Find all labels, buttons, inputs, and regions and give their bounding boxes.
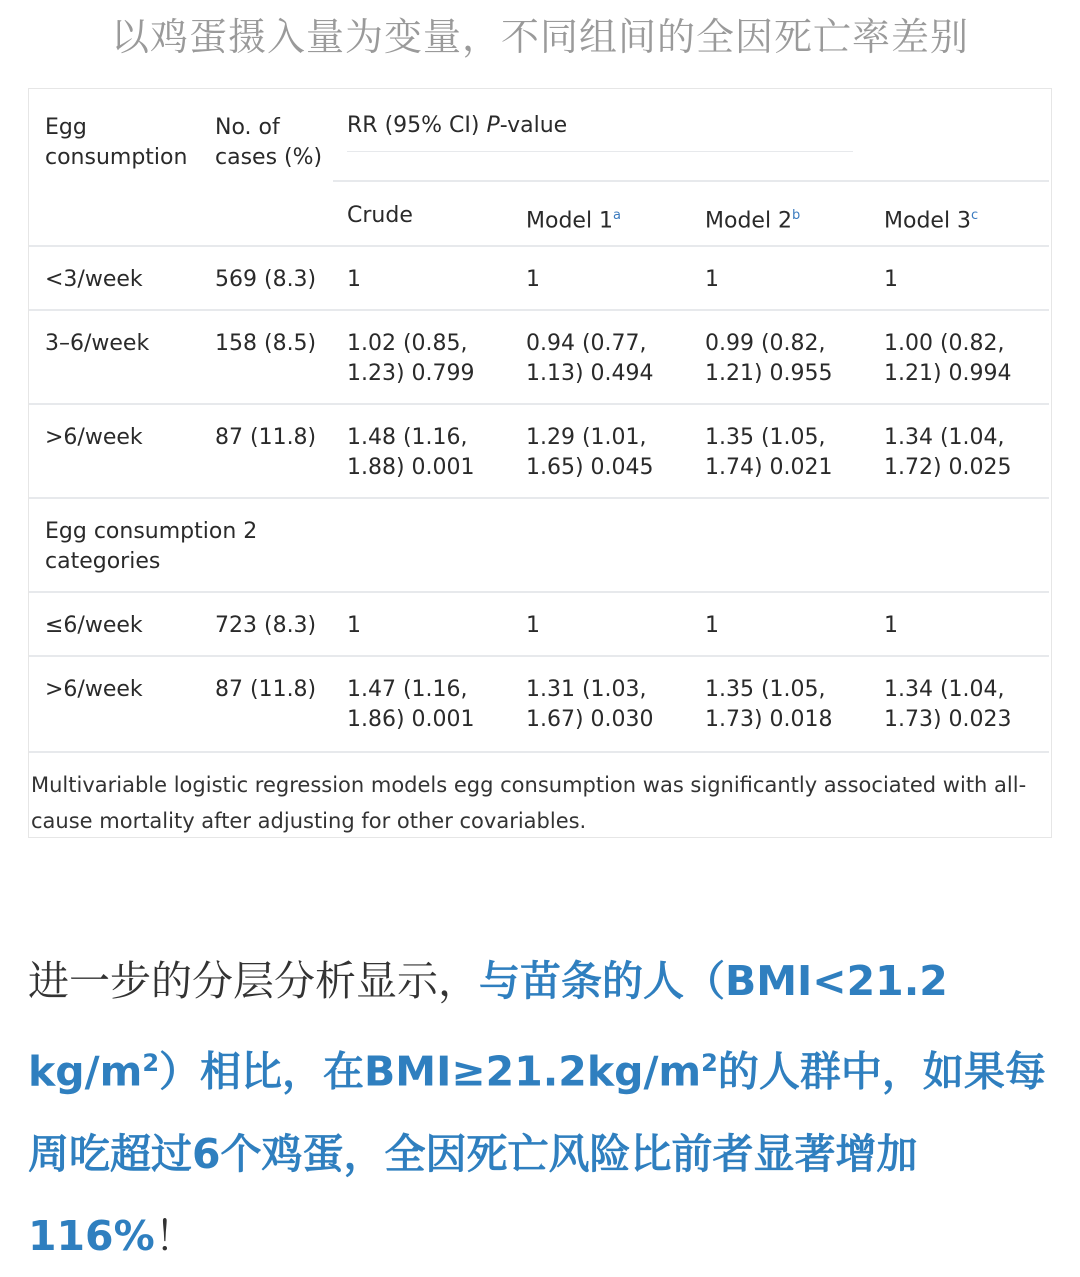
paragraph-highlight-1: 与苗条的人（BMI<21.2 kg/m: [28, 957, 948, 1096]
row2-m2: 0.99 (0.82, 1.21) 0.955: [705, 331, 833, 386]
footnote-c-link[interactable]: c: [971, 208, 979, 223]
body-paragraph: [28, 940, 1058, 1277]
paragraph-intro: 进一步的分层分析显示，: [28, 957, 479, 1005]
header-model1: Model 1$^a$: [526, 208, 622, 234]
row5-cases: 87 (11.8): [215, 677, 317, 702]
row1-label: <3/week: [45, 267, 143, 292]
row-divider: [29, 497, 1049, 499]
row-divider: [29, 245, 1049, 247]
header-rr-group: RR (95% CI) P-value: [347, 113, 568, 138]
row1-m3: 1: [884, 267, 898, 292]
header-egg-consumption: Egg consumption: [45, 115, 188, 170]
paragraph-end: ！: [154, 1211, 196, 1260]
row4-crude: 1: [347, 613, 361, 638]
row2-m3: 1.00 (0.82, 1.21) 0.994: [884, 331, 1012, 386]
footnote-b-link[interactable]: b: [792, 208, 801, 223]
header-cases: No. of cases (%): [215, 115, 323, 170]
paragraph-sup-2: 2: [701, 1049, 718, 1077]
row1-crude: 1: [347, 267, 361, 292]
paragraph-sup-1: 2: [142, 1049, 160, 1077]
image-caption: 以鸡蛋摄入量为变量，不同组间的全因死亡率差别: [110, 15, 969, 59]
row3-m3: 1.34 (1.04, 1.72) 0.025: [884, 425, 1012, 480]
row4-m1: 1: [526, 613, 540, 638]
row4-m3: 1: [884, 613, 898, 638]
row4-label: ≤6/week: [45, 613, 143, 638]
row-divider: [29, 751, 1049, 753]
section-label: Egg consumption 2 categories: [45, 519, 258, 574]
row4-m2: 1: [705, 613, 719, 638]
row-divider: [29, 309, 1049, 311]
row4-cases: 723 (8.3): [215, 613, 317, 638]
results-table: [28, 88, 1052, 838]
paragraph-highlight-mid: ）相比，在BMI≥21.2kg/m: [159, 1047, 702, 1096]
row2-crude: 1.02 (0.85, 1.23) 0.799: [347, 331, 475, 386]
header-model3: Model 3$^c$: [884, 208, 979, 234]
row5-label: >6/week: [45, 677, 143, 702]
row1-m2: 1: [705, 267, 719, 292]
header-crude: Crude: [347, 203, 413, 228]
row5-crude: 1.47 (1.16, 1.86) 0.001: [347, 677, 475, 732]
row3-crude: 1.48 (1.16, 1.88) 0.001: [347, 425, 475, 480]
footnote-a-link[interactable]: a: [613, 208, 622, 223]
table-footnote: Multivariable logistic regression models egg consumption was significantly associated with all-cause mortality after adjusting for other covariables.: [31, 773, 1027, 833]
row-divider: [29, 655, 1049, 657]
header-divider-2: [333, 180, 1049, 182]
row3-m1: 1.29 (1.01, 1.65) 0.045: [526, 425, 654, 480]
header-divider: [347, 151, 853, 152]
header-model2: Model 2$^b$: [705, 208, 801, 234]
row1-cases: 569 (8.3): [215, 267, 317, 292]
row3-m2: 1.35 (1.05, 1.74) 0.021: [705, 425, 833, 480]
row2-m1: 0.94 (0.77, 1.13) 0.494: [526, 331, 654, 386]
row-divider: [29, 591, 1049, 593]
row3-label: >6/week: [45, 425, 143, 450]
paragraph-highlight-2: 的人群中，如果每周吃超过6个鸡蛋，全因死亡风险比前者显著增加116%: [28, 1047, 1046, 1260]
row1-m1: 1: [526, 267, 540, 292]
row5-m3: 1.34 (1.04, 1.73) 0.023: [884, 677, 1012, 732]
row2-label: 3–6/week: [45, 331, 150, 356]
row5-m1: 1.31 (1.03, 1.67) 0.030: [526, 677, 654, 732]
row-divider: [29, 403, 1049, 405]
row3-cases: 87 (11.8): [215, 425, 317, 450]
row5-m2: 1.35 (1.05, 1.73) 0.018: [705, 677, 833, 732]
row2-cases: 158 (8.5): [215, 331, 317, 356]
